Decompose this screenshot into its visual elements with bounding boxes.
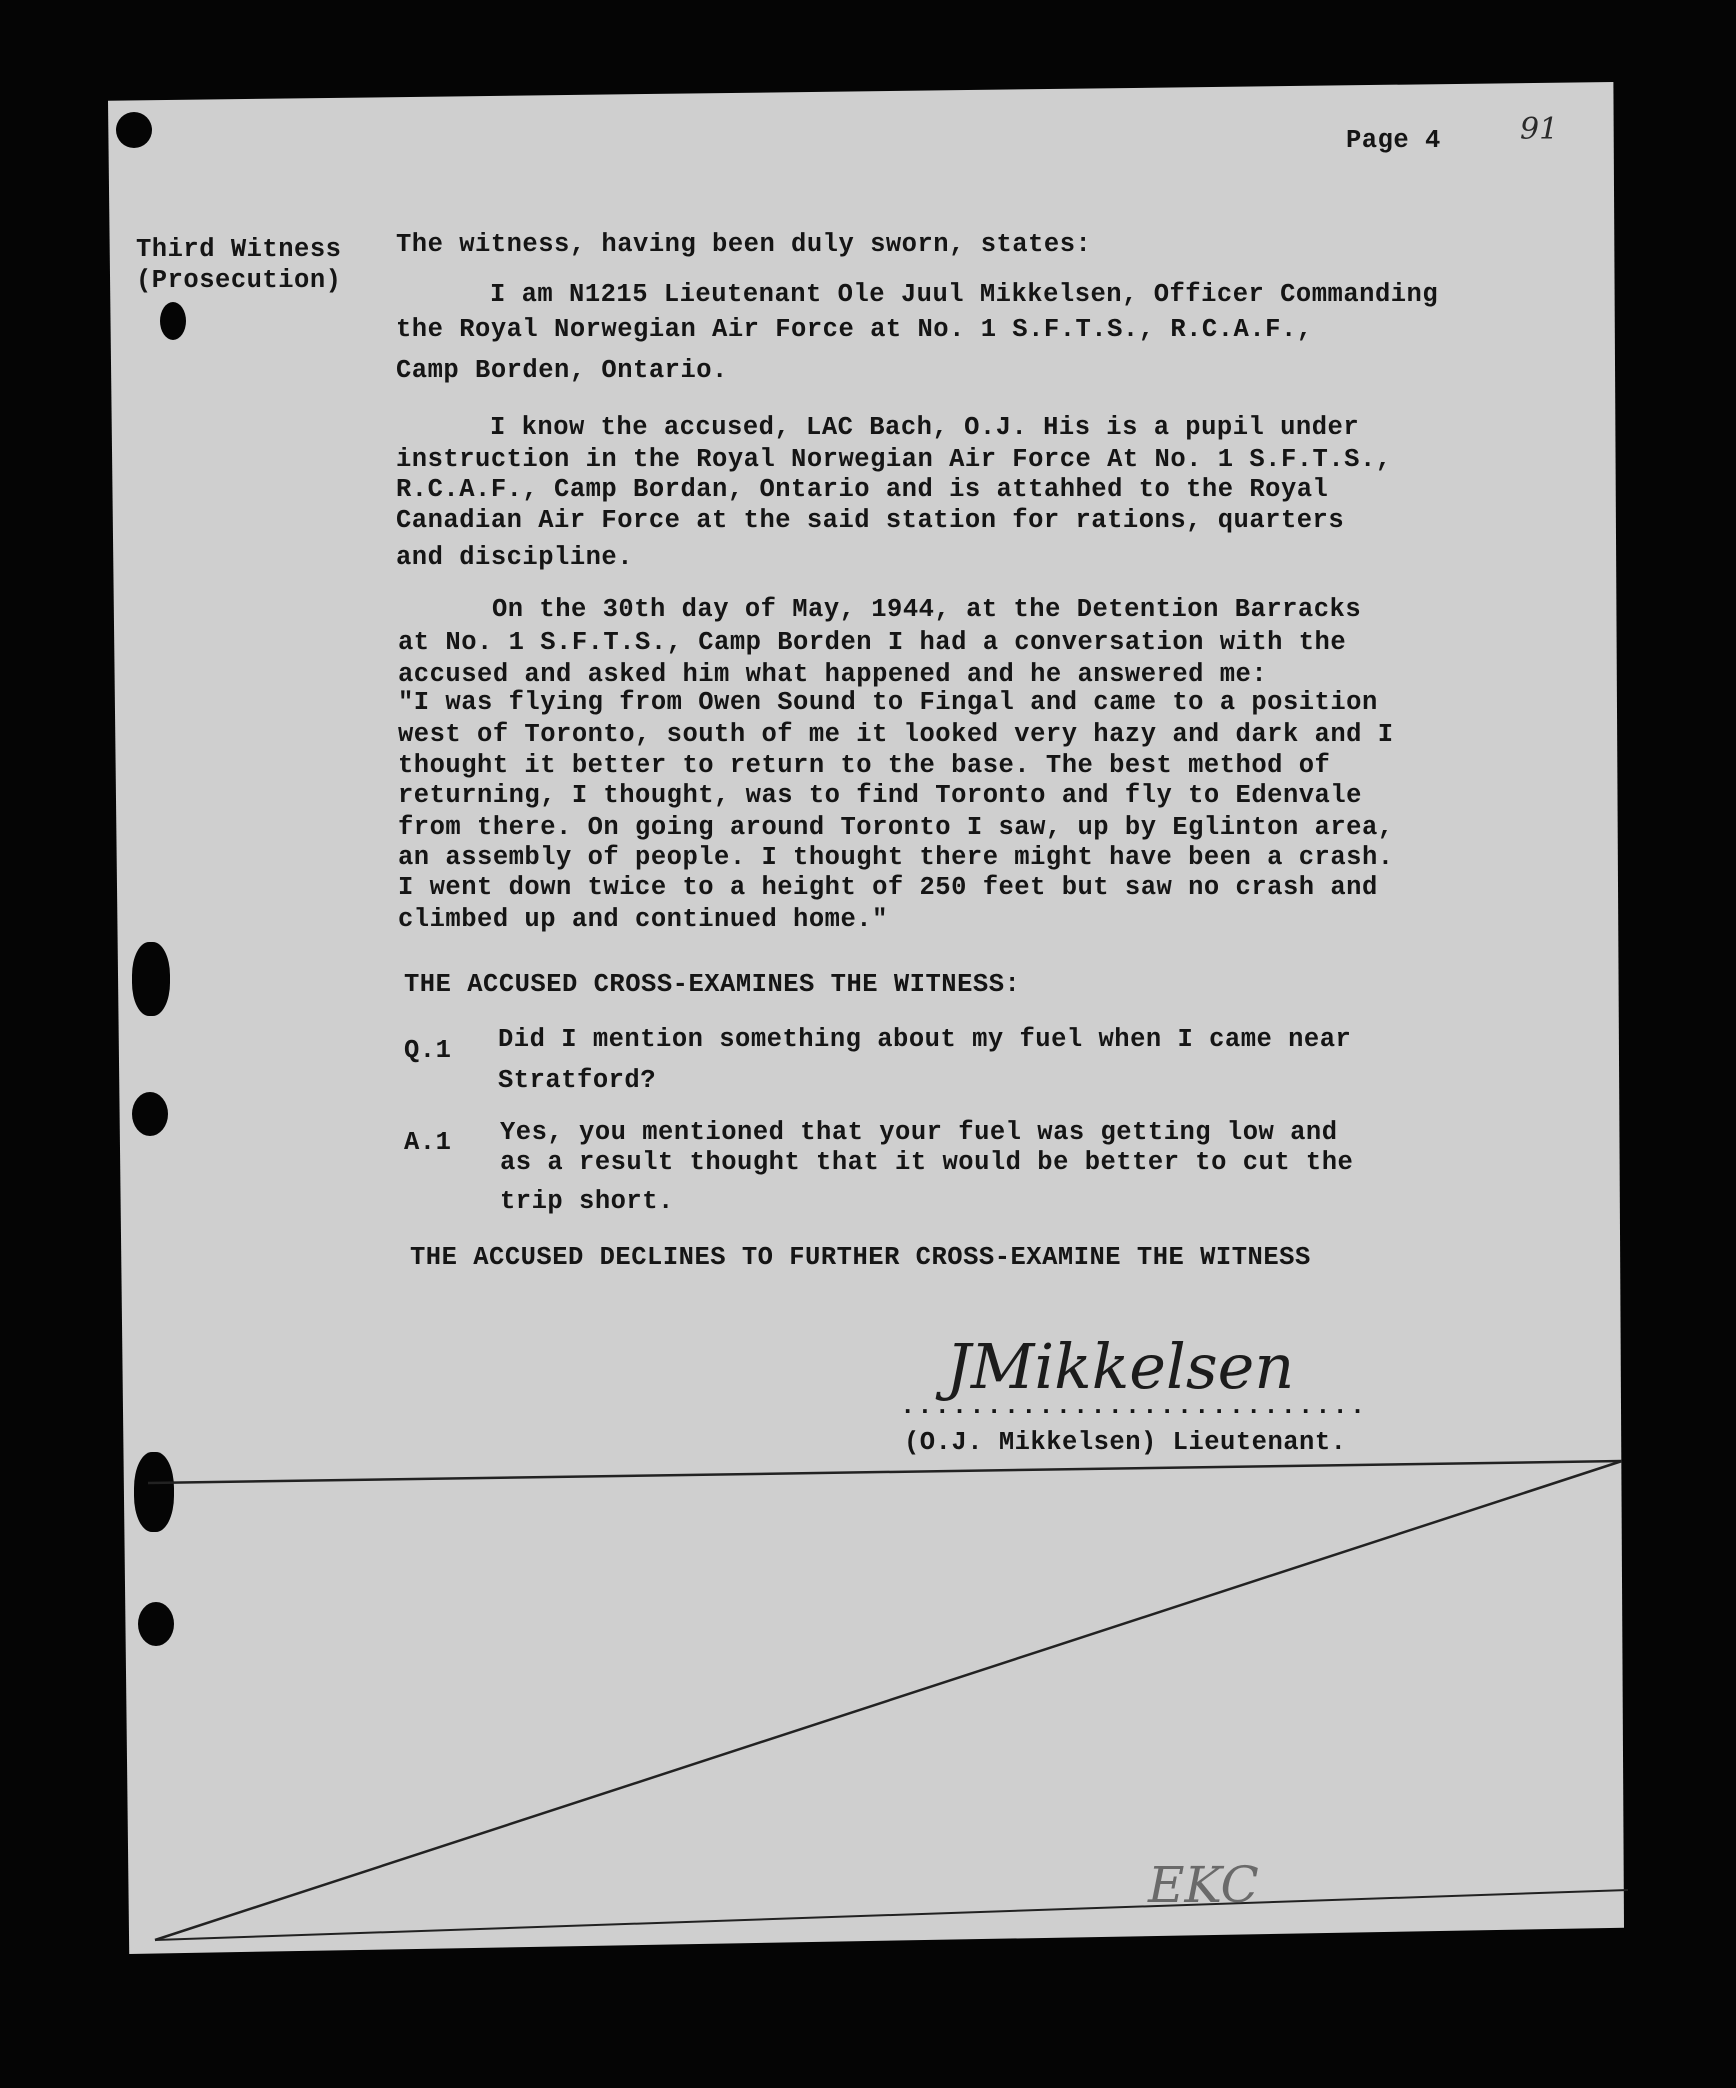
- bottom-rule: [155, 1890, 1628, 1940]
- answer-line: trip short.: [500, 1187, 674, 1216]
- diagonal-cancel-line: [155, 1461, 1622, 1940]
- signature: JMikkelsen: [946, 1330, 1295, 1403]
- para3-line: returning, I thought, was to find Toronto and fly to Edenvale: [398, 781, 1362, 810]
- signature-dots: ...........................: [900, 1392, 1368, 1421]
- para3-line: west of Toronto, south of me it looked very hazy and dark and I: [398, 720, 1394, 749]
- cross-examination-heading: THE ACCUSED CROSS-EXAMINES THE WITNESS:: [404, 970, 1021, 999]
- answer-label: A.1: [404, 1128, 452, 1157]
- para2-line: Canadian Air Force at the said station for rations, quarters: [396, 506, 1345, 535]
- question-line: Stratford?: [498, 1066, 657, 1095]
- para3-line: thought it better to return to the base. The best method of: [398, 751, 1331, 780]
- para1-line: the Royal Norwegian Air Force at No. 1 S.F.T.S., R.C.A.F.,: [396, 315, 1313, 344]
- para3-line: an assembly of people. I thought there might have been a crash.: [398, 843, 1394, 872]
- question-label: Q.1: [404, 1036, 452, 1065]
- para3-line: accused and asked him what happened and he answered me:: [398, 660, 1268, 689]
- answer-line: as a result thought that it would be better to cut the: [500, 1148, 1354, 1177]
- question-line: Did I mention something about my fuel when I came near: [498, 1025, 1352, 1054]
- handwritten-page-number: 91: [1520, 112, 1559, 147]
- declines-statement: THE ACCUSED DECLINES TO FURTHER CROSS-EXAMINE THE WITNESS: [410, 1243, 1311, 1272]
- para3-line: "I was flying from Owen Sound to Fingal and came to a position: [398, 688, 1378, 717]
- horizontal-rule: [148, 1461, 1622, 1483]
- para2-line: instruction in the Royal Norwegian Air Force At No. 1 S.F.T.S.,: [396, 445, 1392, 474]
- para3-line: at No. 1 S.F.T.S., Camp Borden I had a conversation with the: [398, 628, 1347, 657]
- margin-label-line1: Third Witness: [136, 235, 342, 264]
- page-label: Page 4: [1346, 126, 1441, 155]
- margin-label-line2: (Prosecution): [136, 266, 342, 295]
- para3-line: climbed up and continued home.": [398, 905, 888, 934]
- para1-line: I am N1215 Lieutenant Ole Juul Mikkelsen, Officer Commanding: [490, 280, 1439, 309]
- intro-statement: The witness, having been duly sworn, states:: [396, 230, 1092, 259]
- para2-line: I know the accused, LAC Bach, O.J. His is a pupil under: [490, 413, 1360, 442]
- para3-line: from there. On going around Toronto I saw, up by Eglinton area,: [398, 813, 1394, 842]
- answer-line: Yes, you mentioned that your fuel was getting low and: [500, 1118, 1338, 1147]
- para2-line: and discipline.: [396, 543, 634, 572]
- handwritten-initials: EKC: [1148, 1856, 1259, 1914]
- signer-name: (O.J. Mikkelsen) Lieutenant.: [904, 1428, 1347, 1457]
- para3-line: I went down twice to a height of 250 feet but saw no crash and: [398, 873, 1378, 902]
- para1-line: Camp Borden, Ontario.: [396, 356, 728, 385]
- para2-line: R.C.A.F., Camp Bordan, Ontario and is attahhed to the Royal: [396, 475, 1329, 504]
- para3-line: On the 30th day of May, 1944, at the Detention Barracks: [492, 595, 1362, 624]
